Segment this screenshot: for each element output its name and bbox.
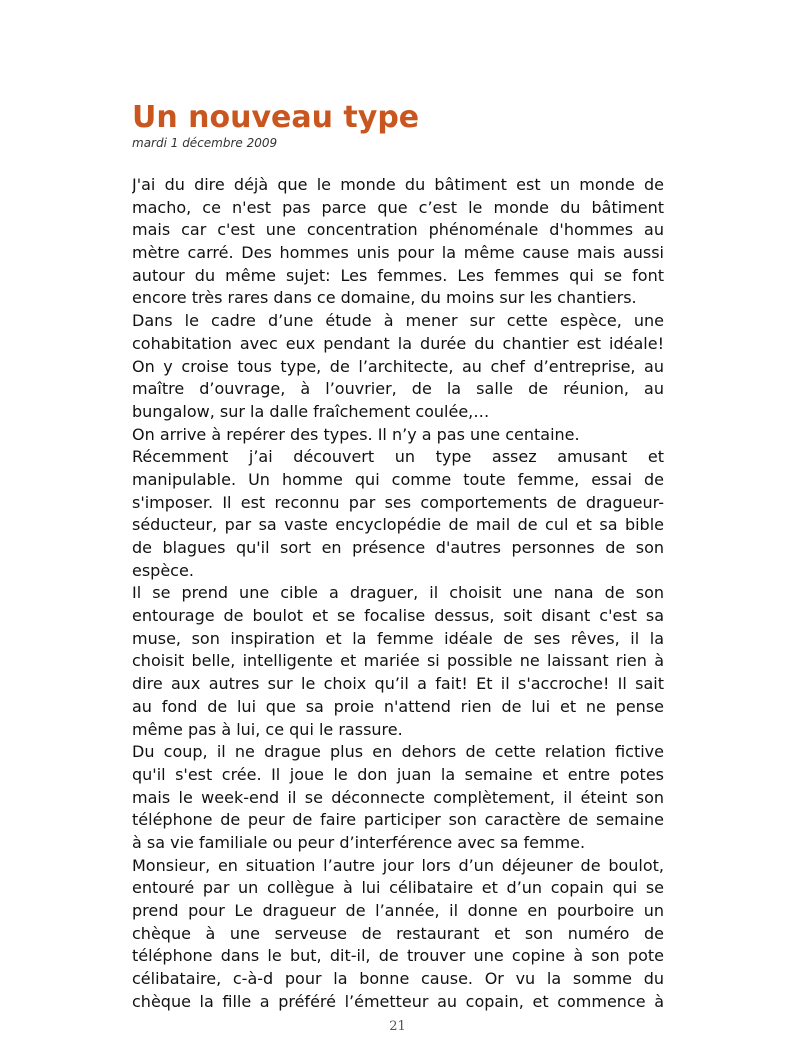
body-line: téléphone de peur de faire participer son caractère de semaine	[132, 810, 664, 830]
body-line: Du coup, il ne drague plus en dehors de cette relation fictive	[132, 742, 664, 762]
body-line: On y croise tous type, de l’architecte, au chef d’entreprise, au	[132, 356, 664, 376]
body-line: espèce.	[132, 560, 194, 580]
body-line: Monsieur, en situation l’autre jour lors d’un déjeuner de boulot,	[132, 855, 664, 875]
body-line: téléphone dans le but, dit-il, de trouver une copine à son pote	[132, 946, 664, 966]
body-line: entourage de boulot et se focalise dessus, soit disant c'est sa	[132, 606, 664, 626]
body-line: mètre carré. Des hommes unis pour la même cause mais aussi	[132, 243, 664, 263]
body-line: au fond de lui que sa proie n'attend rien de lui et ne pense	[132, 696, 664, 716]
body-line: mais le week-end il se déconnecte complètement, il éteint son	[132, 787, 664, 807]
article-title: Un nouveau type	[132, 100, 420, 135]
body-line: chèque la fille a préféré l’émetteur au copain, et commence à	[132, 991, 664, 1011]
body-line: macho, ce n'est pas parce que c’est le monde du bâtiment	[132, 197, 664, 217]
body-line: s'imposer. Il est reconnu par ses comportements de dragueur-	[132, 492, 664, 512]
body-line: célibataire, c-à-d pour la bonne cause. Or vu la somme du	[132, 969, 664, 989]
body-line: entouré par un collègue à lui célibataire et d’un copain qui se	[132, 878, 664, 898]
body-line: bungalow, sur la dalle fraîchement coulée,…	[132, 401, 490, 421]
body-line: Il se prend une cible a draguer, il choisit une nana de son	[132, 583, 664, 603]
article-body	[132, 174, 664, 1013]
body-line: autour du même sujet: Les femmes. Les femmes qui se font	[132, 265, 664, 285]
page-number: 21	[389, 1019, 406, 1034]
body-line: Récemment j’ai découvert un type assez amusant et	[132, 447, 664, 467]
article-date: mardi 1 décembre 2009	[132, 136, 278, 150]
body-line: cohabitation avec eux pendant la durée du chantier est idéale!	[132, 333, 664, 353]
body-line: Dans le cadre d’une étude à mener sur cette espèce, une	[132, 311, 664, 331]
body-line: mais car c'est une concentration phénoménale d'hommes au	[132, 220, 664, 240]
body-line: chèque à une serveuse de restaurant et son numéro de	[132, 923, 664, 943]
body-line: dire aux autres sur le choix qu’il a fait! Et il s'accroche! Il sait	[132, 674, 664, 694]
body-line: J'ai du dire déjà que le monde du bâtiment est un monde de	[132, 175, 664, 194]
body-line: de blagues qu'il sort en présence d'autres personnes de son	[132, 538, 664, 557]
body-line: prend pour Le dragueur de l’année, il donne en pourboire un	[132, 901, 664, 920]
body-line: même pas à lui, ce qui le rassure.	[132, 719, 403, 739]
body-line: maître d’ouvrage, à l’ouvrier, de la salle de réunion, au	[132, 379, 664, 399]
body-line: manipulable. Un homme qui comme toute femme, essai de	[132, 469, 664, 489]
body-line: qu'il s'est crée. Il joue le don juan la semaine et entre potes	[132, 764, 664, 784]
body-line: encore très rares dans ce domaine, du moins sur les chantiers.	[132, 288, 637, 308]
body-line: séducteur, par sa vaste encyclopédie de mail de cul et sa bible	[132, 515, 664, 535]
body-line: choisit belle, intelligente et mariée si possible ne laissant rien à	[132, 651, 664, 671]
body-line: On arrive à repérer des types. Il n’y a pas une centaine.	[132, 424, 580, 444]
body-line: à sa vie familiale ou peur d’interférence avec sa femme.	[132, 832, 586, 852]
body-line: muse, son inspiration et la femme idéale de ses rêves, il la	[132, 628, 664, 648]
